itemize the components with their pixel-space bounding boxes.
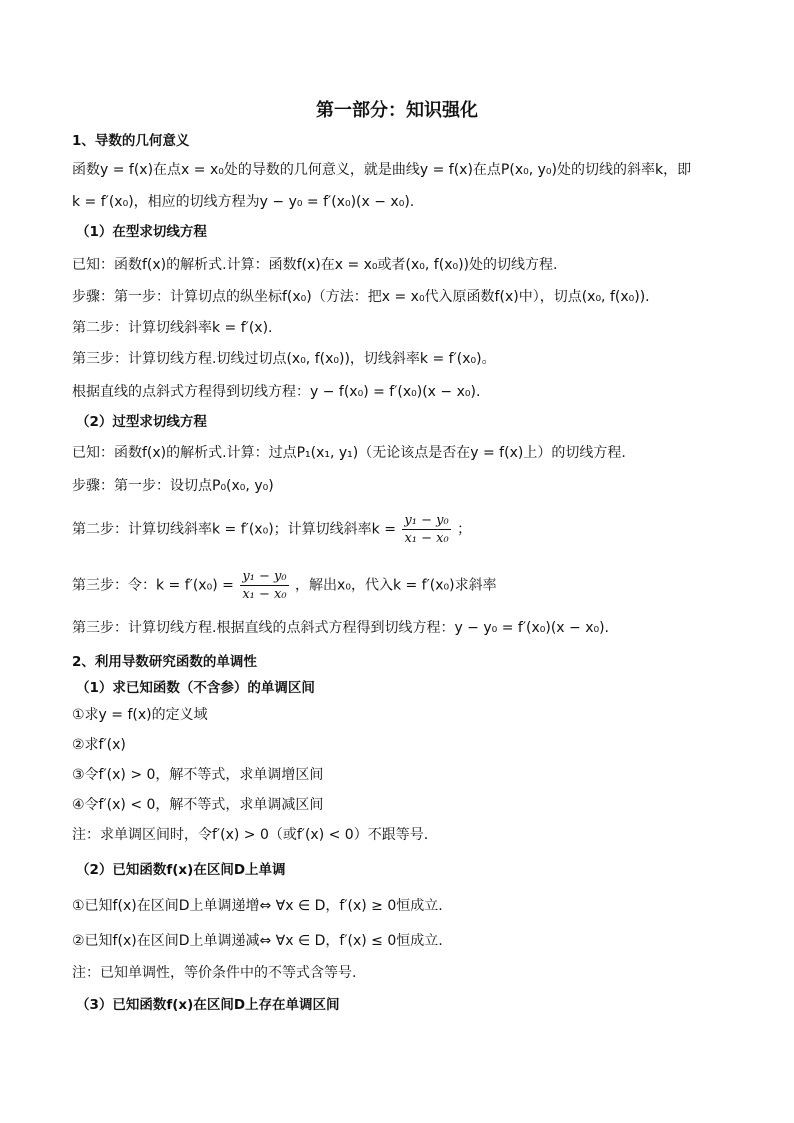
text-line: 第三步：计算切线方程.切线过切点(x₀, f(x₀))，切线斜率k = f′(x₀)。 xyxy=(72,351,496,367)
slope-formula-line xyxy=(72,512,734,547)
text-line: 函数y = f(x)在点x = x₀处的导数的几何意义，就是曲线y = f(x)在点P(x₀, y₀)处的切线的斜率k，即 xyxy=(72,162,692,178)
list-item: ③令f′(x) > 0，解不等式，求单调增区间 xyxy=(72,767,324,783)
note-line: 注：已知单调性，等价条件中的不等式含等号. xyxy=(72,965,357,981)
subsection-heading: （3）已知函数f(x)在区间D上存在单调区间 xyxy=(76,997,340,1013)
text-line: 第三步：计算切线方程.根据直线的点斜式方程得到切线方程：y − y₀ = f′(x₀)(x − x₀). xyxy=(72,620,610,636)
fraction-denominator: x₁ − x₀ xyxy=(242,587,287,602)
text-line: 步骤：第一步：计算切点的纵坐标f(x₀)（方法：把x = x₀代入原函数f(x)中），切点(x₀, f(x₀)). xyxy=(72,289,650,305)
fraction-numerator: y₁ − y₀ xyxy=(404,513,449,528)
text-line: 已知：函数f(x)的解析式.计算：过点P₁(x₁, y₁)（无论该点是否在y = f(x)上）的切线方程. xyxy=(72,445,626,461)
solve-formula-end: ，解出x₀，代入k = f′(x₀)求斜率 xyxy=(295,577,497,594)
solve-formula-line xyxy=(72,568,734,603)
text-line: 第二步：计算切线斜率k = f′(x). xyxy=(72,320,273,336)
slope-formula-end: ； xyxy=(457,521,472,538)
text-line: 根据直线的点斜式方程得到切线方程：y − f(x₀) = f′(x₀)(x − x₀). xyxy=(72,384,481,400)
solve-formula-text: 第三步：令：k = f′(x₀) = xyxy=(72,577,234,594)
page-title: 第一部分：知识强化 xyxy=(316,100,478,121)
list-item: ①求y = f(x)的定义域 xyxy=(72,707,208,723)
subsection-heading: （1）求已知函数（不含参）的单调区间 xyxy=(76,680,315,696)
list-item: ②已知f(x)在区间D上单调递减⇔ ∀x ∈ D，f′(x) ≤ 0恒成立. xyxy=(72,933,443,949)
note-line: 注：求单调区间时，令f′(x) > 0（或f′(x) < 0）不跟等号. xyxy=(72,827,429,843)
subsection-heading: （2）已知函数f(x)在区间D上单调 xyxy=(76,862,286,878)
list-item: ①已知f(x)在区间D上单调递增⇔ ∀x ∈ D，f′(x) ≥ 0恒成立. xyxy=(72,898,443,914)
section-2-heading: 2、利用导数研究函数的单调性 xyxy=(72,654,257,670)
text-line: 步骤：第一步：设切点P₀(x₀, y₀) xyxy=(72,478,274,494)
slope-formula-text: 第二步：计算切线斜率k = f′(x₀)；计算切线斜率k = xyxy=(72,521,396,538)
list-item: ④令f′(x) < 0，解不等式，求单调减区间 xyxy=(72,797,324,813)
slope-fraction xyxy=(402,512,450,547)
solve-fraction xyxy=(240,568,288,603)
fraction-denominator: x₁ − x₀ xyxy=(404,531,449,546)
subsection-heading: （1）在型求切线方程 xyxy=(76,224,207,240)
subsection-heading: （2）过型求切线方程 xyxy=(76,414,207,430)
list-item: ②求f′(x) xyxy=(72,737,126,753)
section-1-heading: 1、导数的几何意义 xyxy=(72,133,190,149)
text-line: 已知：函数f(x)的解析式.计算：函数f(x)在x = x₀或者(x₀, f(x₀))处的切线方程. xyxy=(72,257,558,273)
fraction-numerator: y₁ − y₀ xyxy=(242,569,287,584)
text-line: k = f′(x₀)，相应的切线方程为y − y₀ = f′(x₀)(x − x₀). xyxy=(72,194,415,210)
